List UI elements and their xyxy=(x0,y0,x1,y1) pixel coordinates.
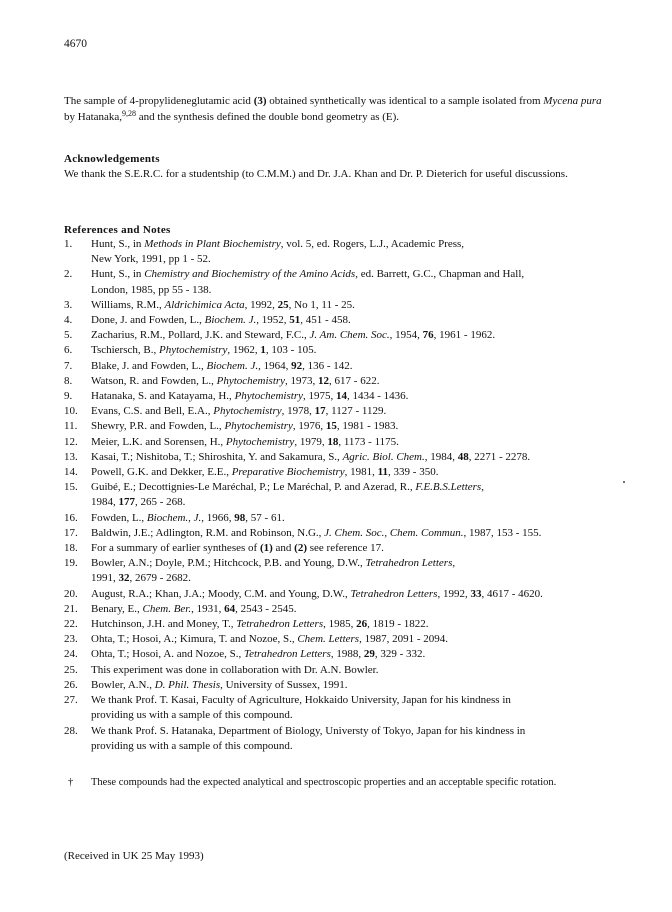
reference-text: Baldwin, J.E.; Adlington, R.M. and Robinson, N.G., J. Chem. Soc., Chem. Commun., 1987, 153 - 155. xyxy=(91,526,542,539)
reference-number: 1. xyxy=(64,238,73,250)
reference-item xyxy=(64,450,624,465)
reference-number: 28. xyxy=(64,724,78,737)
reference-item xyxy=(64,724,624,754)
reference-text: Evans, C.S. and Bell, E.A., Phytochemistry, 1978, 17, 1127 - 1129. xyxy=(91,405,387,418)
intro-paragraph xyxy=(64,93,612,125)
page-number: 4670 xyxy=(64,38,87,50)
reference-item xyxy=(64,678,624,693)
reference-text: Fowden, L., Biochem., J., 1966, 98, 57 - 61. xyxy=(91,511,285,524)
reference-item xyxy=(64,359,624,374)
reference-number: 9. xyxy=(64,390,73,403)
reference-text: Bowler, A.N.; Doyle, P.M.; Hitchcock, P.B. and Young, D.W., Tetrahedron Letters, 1991, 32, 2679 - 2682. xyxy=(91,557,456,585)
reference-item xyxy=(64,663,624,678)
reference-text: This experiment was done in collaboration with Dr. A.N. Bowler. xyxy=(91,663,379,676)
reference-text: Done, J. and Fowden, L., Biochem. J., 1952, 51, 451 - 458. xyxy=(91,314,351,327)
reference-item xyxy=(64,587,624,602)
reference-number: 21. xyxy=(64,602,78,615)
reference-item xyxy=(64,389,624,404)
reference-item xyxy=(64,602,624,617)
reference-text: Williams, R.M., Aldrichimica Acta, 1992, 25, No 1, 11 - 25. xyxy=(91,298,355,311)
dagger-mark: † xyxy=(68,777,74,788)
reference-item xyxy=(64,343,624,358)
reference-item xyxy=(64,526,624,541)
received-date: (Received in UK 25 May 1993) xyxy=(64,850,204,862)
reference-number: 17. xyxy=(64,526,78,539)
reference-text: Bowler, A.N., D. Phil. Thesis, University of Sussex, 1991. xyxy=(91,678,348,691)
reference-number: 16. xyxy=(64,511,78,524)
reference-item xyxy=(64,617,624,632)
reference-item xyxy=(64,693,624,723)
reference-item xyxy=(64,647,624,662)
reference-number: 19. xyxy=(64,557,78,570)
reference-text: Kasai, T.; Nishitoba, T.; Shiroshita, Y. and Sakamura, S., Agric. Biol. Chem., 1984, 48, 2271 - 2278. xyxy=(91,450,531,463)
reference-text: Shewry, P.R. and Fowden, L., Phytochemistry, 1976, 15, 1981 - 1983. xyxy=(91,420,399,433)
reference-number: 13. xyxy=(64,450,78,463)
stray-mark xyxy=(623,481,625,483)
reference-text: Powell, G.K. and Dekker, E.E., Preparative Biochemistry, 1981, 11, 339 - 350. xyxy=(91,466,439,479)
intro-text-3: by Hatanaka, xyxy=(64,111,123,123)
reference-number: 6. xyxy=(64,344,73,357)
reference-text: Guibé, E.; Decottignies-Le Maréchal, P.; Le Maréchal, P. and Azerad, R., F.E.B.S.Letters, 1984, 177, 265 - 268. xyxy=(91,481,484,509)
reference-number: 14. xyxy=(64,466,78,479)
intro-text-4: and the synthesis defined the double bond geometry as (E). xyxy=(136,111,400,123)
reference-text: Hatanaka, S. and Katayama, H., Phytochemistry, 1975, 14, 1434 - 1436. xyxy=(91,390,409,403)
reference-text: Hunt, S., in Methods in Plant Biochemistry, vol. 5, ed. Rogers, L.J., Academic Press, New York, 1991, pp 1 - 52. xyxy=(91,238,465,266)
reference-item xyxy=(64,374,624,389)
reference-number: 18. xyxy=(64,542,78,555)
reference-item xyxy=(64,237,624,267)
reference-number: 25. xyxy=(64,663,78,676)
reference-item xyxy=(64,328,624,343)
footnote-text: These compounds had the expected analytical and spectroscopic properties and an acceptable specific rotation. xyxy=(91,777,557,788)
reference-text: Tschiersch, B., Phytochemistry, 1962, 1, 103 - 105. xyxy=(91,344,317,357)
reference-text: Watson, R. and Fowden, L., Phytochemistry, 1973, 12, 617 - 622. xyxy=(91,374,380,387)
reference-number: 5. xyxy=(64,329,73,342)
reference-text: Meier, L.K. and Sorensen, H., Phytochemistry, 1979, 18, 1173 - 1175. xyxy=(91,435,399,448)
reference-text: Hunt, S., in Chemistry and Biochemistry of the Amino Acids, ed. Barrett, G.C., Chapman and Hall, London, 1985, pp 55 - 138. xyxy=(91,268,525,296)
intro-text-1: The sample of 4-propylideneglutamic acid xyxy=(64,95,254,107)
reference-number: 7. xyxy=(64,359,73,372)
acknowledgements-text: We thank the S.E.R.C. for a studentship (to C.M.M.) and Dr. J.A. Khan and Dr. P. Dieterich for useful discussions. xyxy=(64,168,568,180)
reference-item xyxy=(64,419,624,434)
reference-item xyxy=(64,267,624,297)
reference-text: Ohta, T.; Hosoi, A. and Nozoe, S., Tetrahedron Letters, 1988, 29, 329 - 332. xyxy=(91,648,426,661)
reference-number: 3. xyxy=(64,298,73,311)
footnote xyxy=(64,775,624,791)
reference-number: 8. xyxy=(64,374,73,387)
reference-number: 12. xyxy=(64,435,78,448)
reference-text: August, R.A.; Khan, J.A.; Moody, C.M. and Young, D.W., Tetrahedron Letters, 1992, 33, 4617 - 4620. xyxy=(91,587,543,600)
reference-number: 10. xyxy=(64,405,78,418)
reference-text: Blake, J. and Fowden, L., Biochem. J., 1964, 92, 136 - 142. xyxy=(91,359,353,372)
reference-text: We thank Prof. S. Hatanaka, Department of Biology, Universty of Tokyo, Japan for his kindness in providing us with a sample of this compound. xyxy=(91,724,526,752)
reference-text: We thank Prof. T. Kasai, Faculty of Agriculture, Hokkaido University, Japan for his kindness in providing us with a sample of this compound. xyxy=(91,694,511,722)
reference-number: 24. xyxy=(64,648,78,661)
compound-3-label: (3) xyxy=(253,95,267,107)
references-heading: References and Notes xyxy=(64,224,171,236)
reference-item xyxy=(64,632,624,647)
acknowledgements-heading: Acknowledgements xyxy=(64,153,160,165)
reference-item xyxy=(64,465,624,480)
reference-number: 23. xyxy=(64,633,78,646)
reference-text: Benary, E., Chem. Ber., 1931, 64, 2543 - 2545. xyxy=(91,602,297,615)
citation-superscript: 9,28 xyxy=(122,109,137,118)
reference-number: 20. xyxy=(64,587,78,600)
reference-number: 4. xyxy=(64,314,73,327)
species-name: Mycena pura xyxy=(543,95,602,107)
reference-number: 22. xyxy=(64,618,78,631)
reference-item xyxy=(64,556,624,586)
reference-text: Hutchinson, J.H. and Money, T., Tetrahedron Letters, 1985, 26, 1819 - 1822. xyxy=(91,618,429,631)
reference-number: 15. xyxy=(64,481,78,494)
reference-text: Zacharius, R.M., Pollard, J.K. and Steward, F.C., J. Am. Chem. Soc., 1954, 76, 1961 - 1962. xyxy=(91,329,496,342)
reference-text: For a summary of earlier syntheses of (1) and (2) see reference 17. xyxy=(91,542,384,555)
reference-number: 27. xyxy=(64,694,78,707)
reference-item xyxy=(64,435,624,450)
reference-item xyxy=(64,541,624,556)
references-list xyxy=(64,237,624,754)
reference-item xyxy=(64,404,624,419)
reference-item xyxy=(64,298,624,313)
reference-item xyxy=(64,313,624,328)
reference-item xyxy=(64,480,624,510)
reference-text: Ohta, T.; Hosoi, A.; Kimura, T. and Nozoe, S., Chem. Letters, 1987, 2091 - 2094. xyxy=(91,633,448,646)
intro-text-2: obtained synthetically was identical to a sample isolated from xyxy=(266,95,544,107)
reference-number: 2. xyxy=(64,268,73,281)
reference-number: 26. xyxy=(64,678,78,691)
reference-item xyxy=(64,511,624,526)
reference-number: 11. xyxy=(64,420,78,433)
